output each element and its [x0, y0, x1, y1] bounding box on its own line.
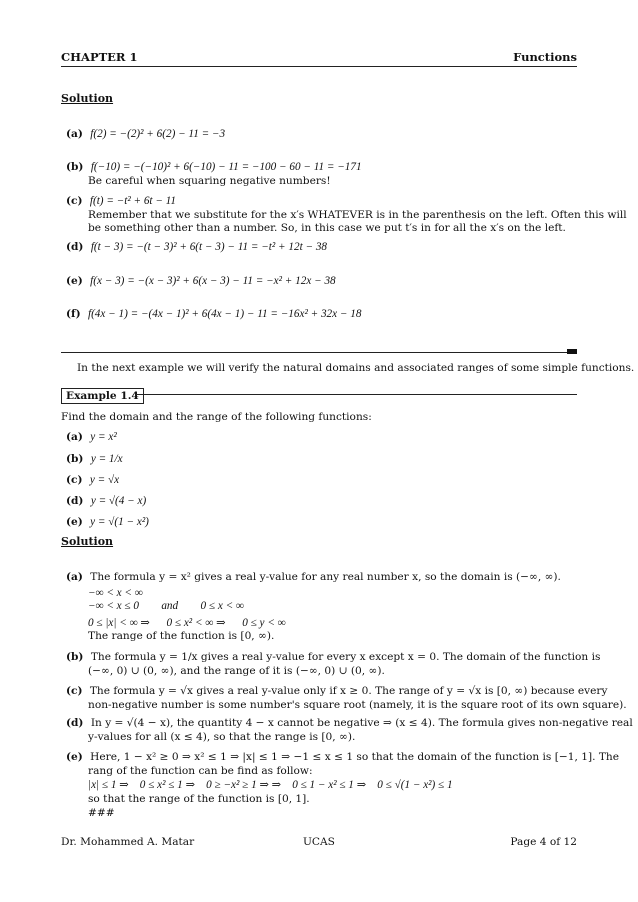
- item-label: (e): [66, 751, 83, 763]
- item-label: (d): [66, 717, 84, 729]
- example-item-a: [66, 430, 117, 444]
- example-item-d: [66, 494, 146, 508]
- item-line: rang of the function can be find as follow:: [88, 765, 313, 777]
- item-label: (c): [66, 474, 83, 486]
- item-label: (c): [66, 685, 83, 697]
- solution-heading: Solution: [61, 92, 114, 105]
- item-label: (d): [66, 241, 84, 253]
- item-line: The range of the function is [0, ∞).: [88, 630, 275, 642]
- end-marker: [567, 349, 577, 354]
- item-line: y-values for all (x ≤ 4), so that the range is [0, ∞).: [88, 731, 356, 743]
- solution2-item-a: [66, 570, 561, 584]
- solution1-item-c: [66, 194, 176, 208]
- item-label: (e): [66, 275, 83, 287]
- item-line: f(−10) = −(−10)² + 6(−10) − 11 = −100 − 60 − 11 = −171: [90, 161, 362, 173]
- solution1-item-f: [66, 307, 361, 321]
- item-line: Remember that we substitute for the x′s WHATEVER is in the parenthesis on the left. Often this will: [88, 209, 627, 221]
- chapter-title: Functions: [513, 50, 577, 64]
- item-formula: y = √(4 − x): [90, 495, 147, 507]
- example-title-box: [61, 384, 144, 403]
- solution2-item-c: [66, 684, 607, 698]
- solution2-item-e: [66, 750, 619, 764]
- item-line: f(x − 3) = −(x − 3)² + 6(x − 3) − 11 = −x² + 12x − 38: [90, 275, 336, 287]
- section-rule: [61, 352, 567, 353]
- item-line: −∞ < x ≤ 0 and 0 ≤ x < ∞: [88, 600, 244, 612]
- item-line: The formula y = 1/x gives a real y-value for every x except x = 0. The domain of the function is: [90, 651, 601, 663]
- solution1-item-a: [66, 127, 225, 141]
- item-label: (b): [66, 453, 84, 465]
- header-rule: [61, 66, 577, 67]
- example-item-e: [66, 515, 149, 529]
- solution2-item-b: [66, 650, 600, 664]
- solution2-item-d: [66, 716, 633, 730]
- item-formula: y = x²: [90, 431, 117, 443]
- example-prompt: Find the domain and the range of the following functions:: [61, 411, 372, 423]
- item-line: −∞ < x < ∞: [88, 587, 143, 599]
- item-label: (f): [66, 308, 81, 320]
- solution1-item-e: [66, 274, 336, 288]
- item-line: (−∞, 0) ∪ (0, ∞), and the range of it is (−∞, 0) ∪ (0, ∞).: [88, 665, 385, 677]
- footer-author: Dr. Mohammed A. Matar: [61, 836, 195, 848]
- item-label: (a): [66, 128, 83, 140]
- example-rule: [136, 394, 577, 395]
- footer-page-number: Page 4 of 12: [510, 836, 577, 848]
- chapter-label: CHAPTER 1: [61, 50, 138, 64]
- item-formula: y = √(1 − x²): [90, 516, 149, 528]
- item-line: f(t) = −t² + 6t − 11: [89, 195, 177, 207]
- item-line: The formula y = √x gives a real y-value only if x ≥ 0. The range of y = √x is [0, ∞) because every: [89, 685, 608, 697]
- item-line: be something other than a number. So, in this case we put t′s in for all the x′s on the left.: [88, 222, 566, 234]
- solution1-item-d: [66, 240, 327, 254]
- intro-text: In the next example we will verify the natural domains and associated ranges of some simple functions.: [77, 362, 635, 374]
- item-label: (b): [66, 161, 84, 173]
- item-line: f(2) = −(2)² + 6(2) − 11 = −3: [90, 128, 226, 140]
- item-line: so that the range of the function is [0, 1].: [88, 793, 310, 805]
- item-label: (a): [66, 571, 83, 583]
- item-label: (d): [66, 495, 84, 507]
- item-formula: y = 1/x: [90, 453, 123, 465]
- item-formula: y = √x: [89, 474, 120, 486]
- item-line: f(t − 3) = −(t − 3)² + 6(t − 3) − 11 = −t² + 12t − 38: [90, 241, 328, 253]
- item-line: In y = √(4 − x), the quantity 4 − x cannot be negative ⇒ (x ≤ 4). The formula gives non-negative real: [90, 717, 633, 729]
- example-item-b: [66, 452, 123, 466]
- item-line: |x| ≤ 1 ⇒ 0 ≤ x² ≤ 1 ⇒ 0 ≥ −x² ≥ 1 ⇒ ⇒ 0 ≤ 1 − x² ≤ 1 ⇒ 0 ≤ √(1 − x²) ≤ 1: [88, 779, 453, 791]
- example-title: Example 1.4: [61, 388, 144, 404]
- item-label: (e): [66, 516, 83, 528]
- item-line: non-negative number is some number's square root (namely, it is the square root of its own square).: [88, 699, 627, 711]
- item-line: Here, 1 − x² ≥ 0 ⇒ x² ≤ 1 ⇒ |x| ≤ 1 ⇒ −1 ≤ x ≤ 1 so that the domain of the function is [−1, 1]. The: [90, 751, 619, 763]
- item-label: (a): [66, 431, 83, 443]
- item-label: (b): [66, 651, 84, 663]
- item-line: The formula y = x² gives a real y-value for any real number x, so the domain is (−∞, ∞).: [90, 571, 561, 583]
- item-label: (c): [66, 195, 83, 207]
- solution1-item-b: [66, 160, 362, 174]
- footer-institution: UCAS: [303, 836, 335, 848]
- solution-heading: Solution: [61, 535, 114, 548]
- item-line: f(4x − 1) = −(4x − 1)² + 6(4x − 1) − 11 = −16x² + 32x − 18: [87, 308, 362, 320]
- item-line: 0 ≤ |x| < ∞ ⇒ 0 ≤ x² < ∞ ⇒ 0 ≤ y < ∞: [88, 617, 286, 629]
- item-line: Be careful when squaring negative numbers!: [88, 175, 331, 187]
- end-marker-text: ###: [88, 807, 115, 819]
- example-item-c: [66, 473, 119, 487]
